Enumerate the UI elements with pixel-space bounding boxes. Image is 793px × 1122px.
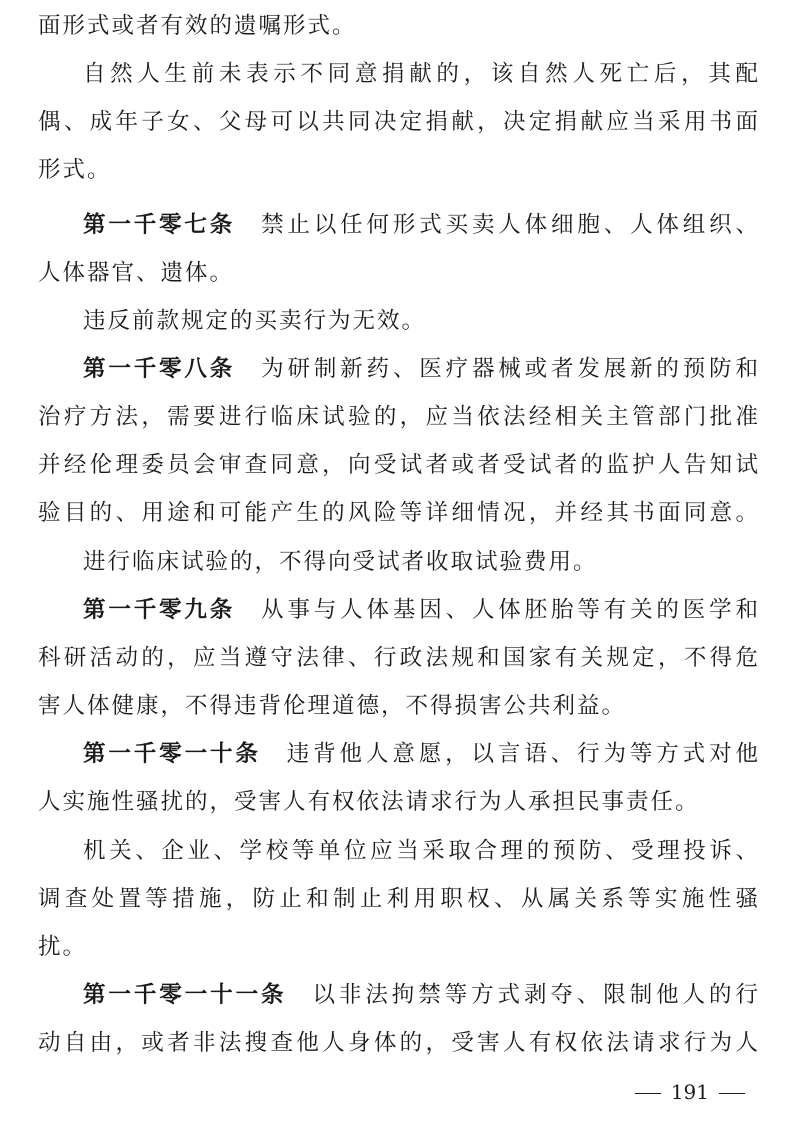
text-line: 扰。 xyxy=(38,934,88,960)
article-number: 第一千零一十条 xyxy=(83,741,261,767)
text-line: 人实施性骚扰的，受害人有权依法请求行为人承担民事责任。 xyxy=(38,789,700,815)
text-line: 面形式或者有效的遗嘱形式。 xyxy=(38,13,357,39)
footer-dash-right xyxy=(719,1093,745,1094)
article-number: 第一千零一十一条 xyxy=(83,982,287,1008)
text-line: 偶、成年子女、父母可以共同决定捐献，决定捐献应当采用书面 xyxy=(38,109,760,135)
text-line: 验目的、用途和可能产生的风险等详细情况，并经其书面同意。 xyxy=(38,500,760,526)
paragraph-line: 自然人生前未表示不同意捐献的，该自然人死亡后，其配 xyxy=(83,61,760,87)
article-text: 从事与人体基因、人体胚胎等有关的医学和 xyxy=(261,597,760,623)
text-line: 治疗方法，需要进行临床试验的，应当依法经相关主管部门批准 xyxy=(38,404,760,430)
article-1009-first-line xyxy=(83,586,760,634)
page-number: 191 xyxy=(670,1080,709,1104)
article-1011-first-line xyxy=(83,971,760,1019)
text-line: 科研活动的，应当遵守法律、行政法规和国家有关规定，不得危 xyxy=(38,645,760,671)
article-1010-first-line xyxy=(83,730,760,778)
text-line: 并经伦理委员会审查同意，向受试者或者受试者的监护人告知试 xyxy=(38,452,760,478)
article-text: 违背他人意愿，以言语、行为等方式对他 xyxy=(286,741,760,767)
text-line: 调查处置等措施，防止和制止利用职权、从属关系等实施性骚 xyxy=(38,886,760,912)
text-line: 动自由，或者非法搜查他人身体的，受害人有权依法请求行为人 xyxy=(38,1030,760,1056)
article-number: 第一千零九条 xyxy=(83,597,236,623)
article-number: 第一千零八条 xyxy=(83,356,236,382)
article-text: 为研制新药、医疗器械或者发展新的预防和 xyxy=(261,356,760,382)
article-text: 以非法拘禁等方式剥夺、限制他人的行 xyxy=(312,982,760,1008)
article-1008-first-line xyxy=(83,345,760,393)
article-1007-first-line xyxy=(83,201,760,249)
article-number: 第一千零七条 xyxy=(83,212,236,238)
article-text: 禁止以任何形式买卖人体细胞、人体组织、 xyxy=(261,212,760,238)
text-line: 害人体健康，不得违背伦理道德，不得损害公共利益。 xyxy=(38,693,627,719)
paragraph-line: 进行临床试验的，不得向受试者收取试验费用。 xyxy=(83,549,598,575)
footer-dash-left xyxy=(635,1093,661,1094)
text-line: 形式。 xyxy=(38,157,112,183)
paragraph-line: 违反前款规定的买卖行为无效。 xyxy=(83,308,427,334)
paragraph-line: 机关、企业、学校等单位应当采取合理的预防、受理投诉、 xyxy=(83,838,760,864)
text-line: 人体器官、遗体。 xyxy=(38,260,235,286)
page-footer xyxy=(625,1078,755,1106)
